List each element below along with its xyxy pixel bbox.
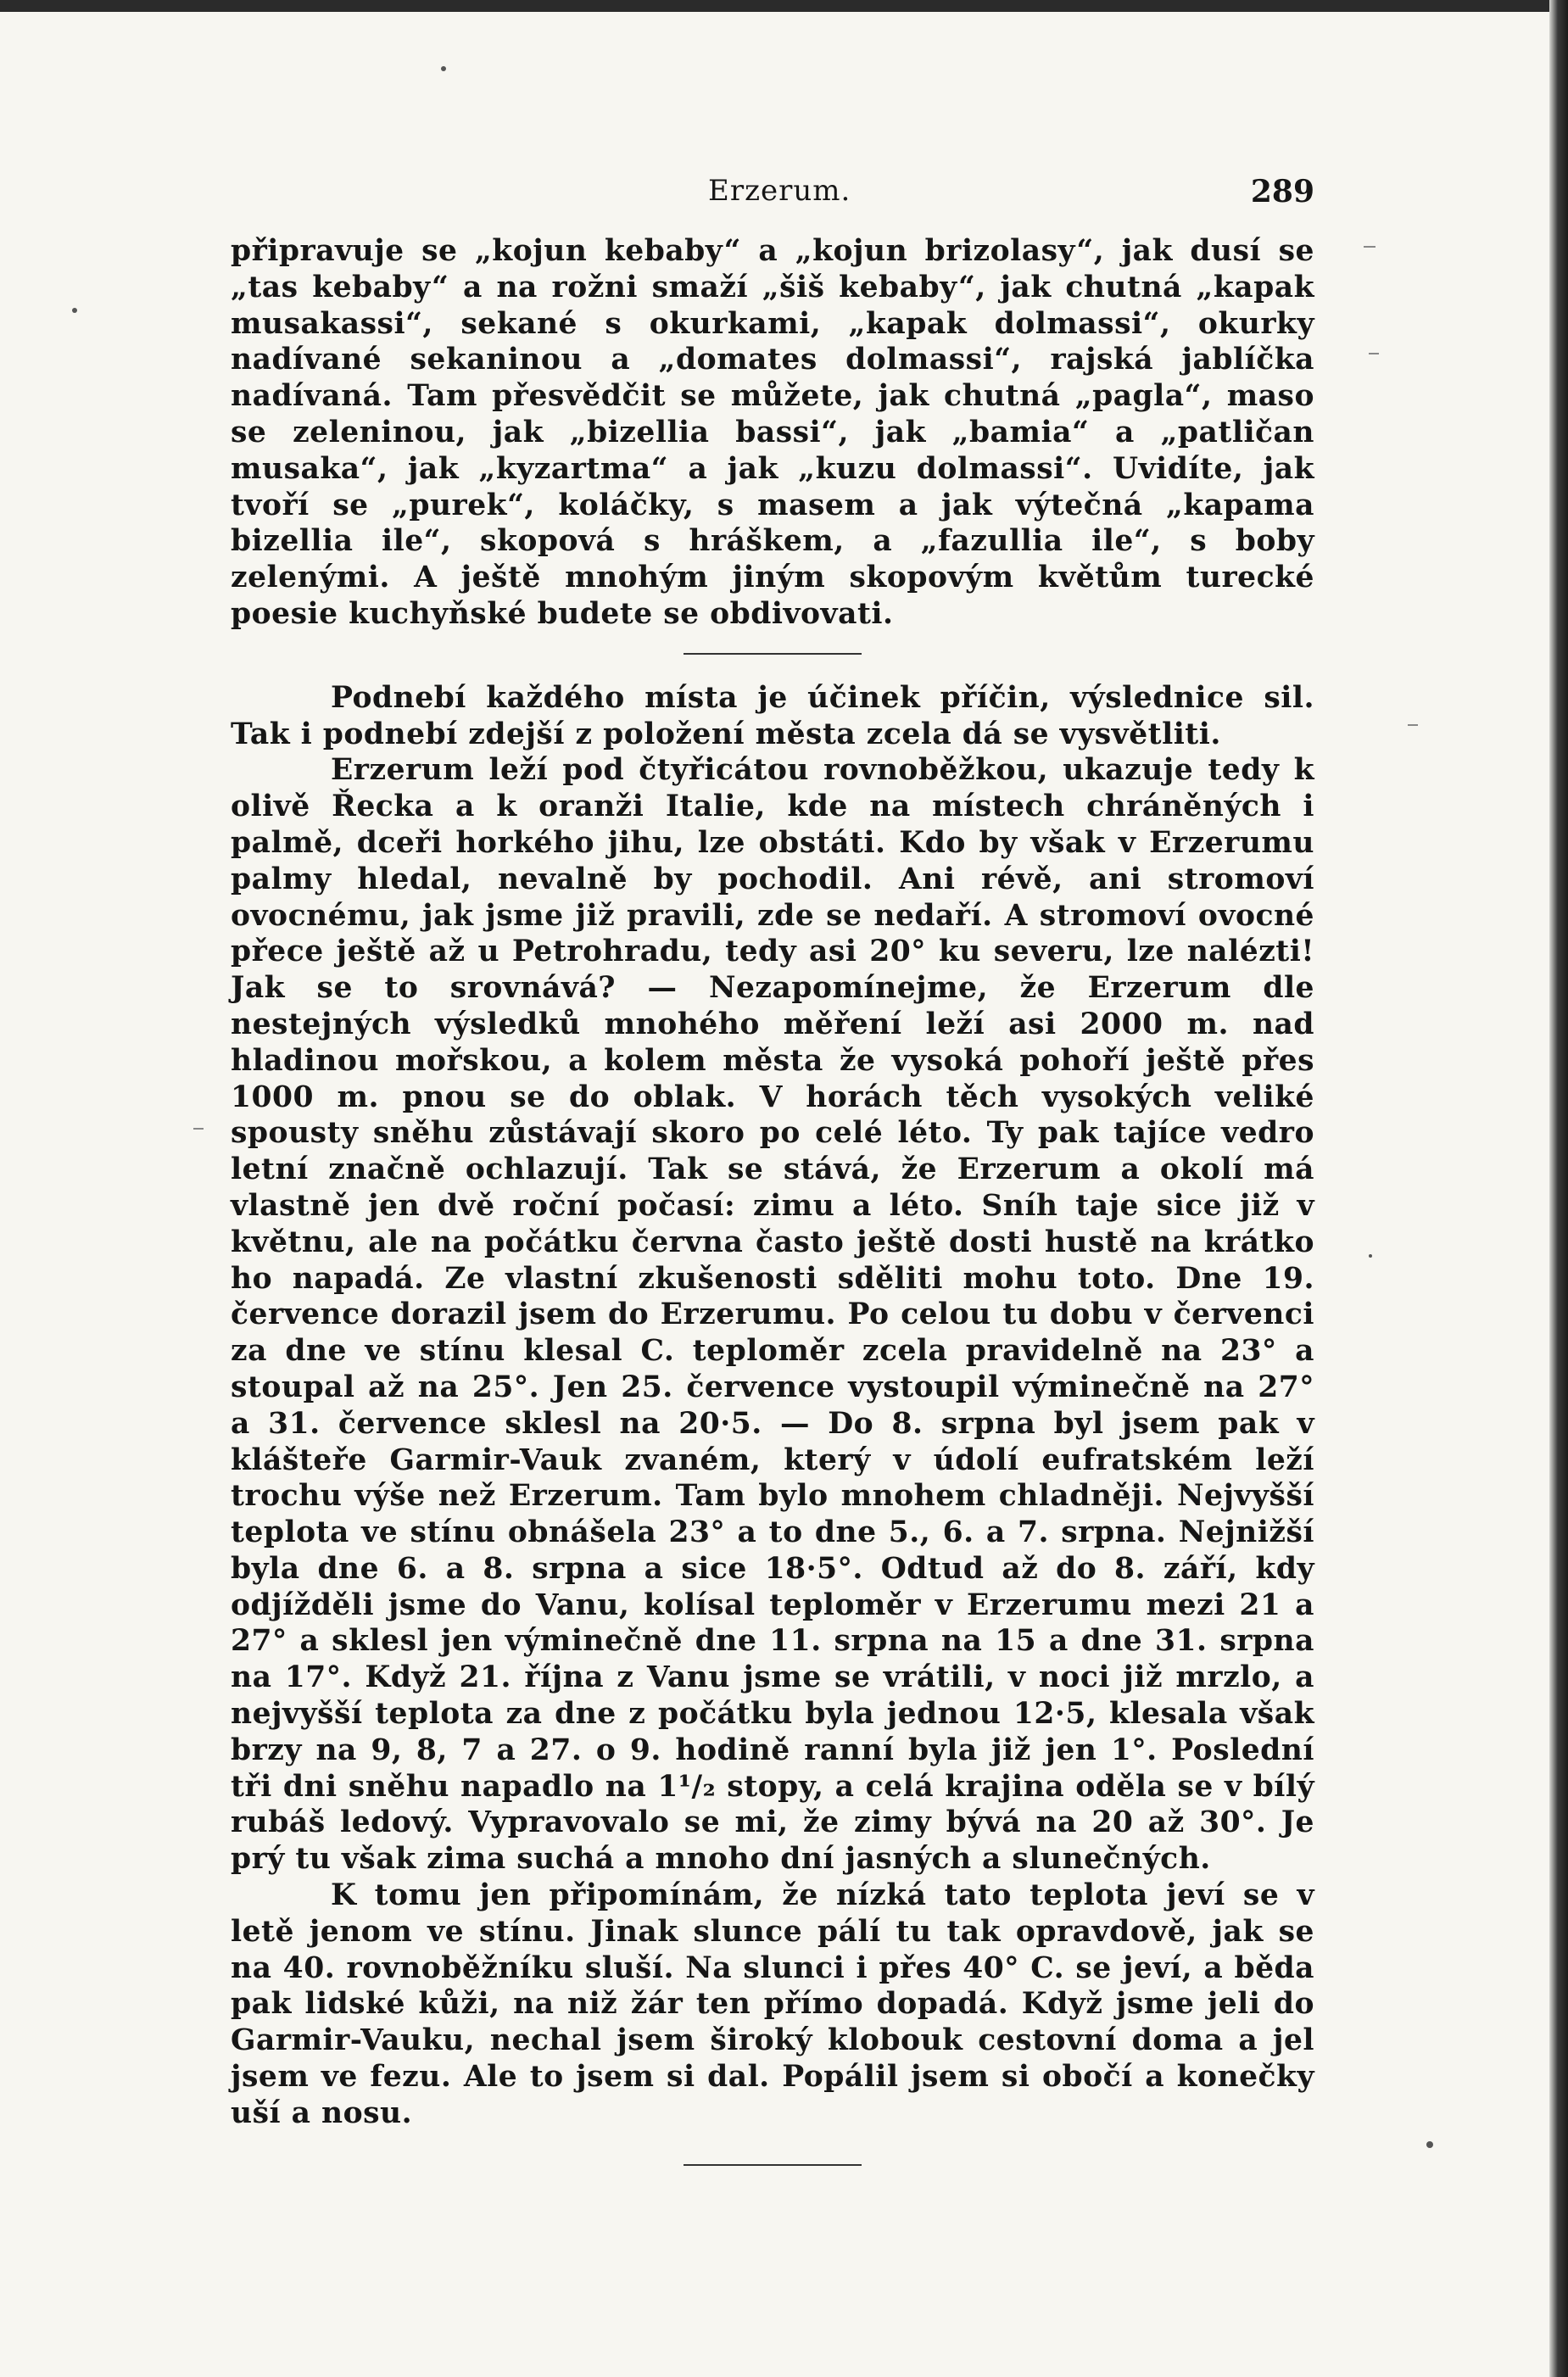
scan-speck [72,308,77,313]
scan-speck [1369,1254,1372,1258]
paragraph: připravuje se „kojun kebaby“ a „kojun brizolasy“, jak dusí se „tas kebaby“ a na rožni smaží „šiš kebaby“, jak chutná „kapak musakassi“, sekané s okurkami, „kapak dolmassi“, okurky nadívané sekaninou a „domates dolmassi“, rajská jablíčka nadívaná. Tam přesvědčit se můžete, jak chutná „pagla“, maso se zeleninou, jak „bizellia bassi“, jak „bamia“ a „patličan musaka“, jak „kyzartma“ a jak „kuzu dolmassi“. Uvidíte, jak tvoří se „purek“, koláčky, s masem a jak výtečná „kapama bizellia ile“, skopová s hráškem, a „fazullia ile“, s boby zelenými. A ještě mnohým jiným skopovým květům turecké poesie kuchyňské budete se obdivovati. [231,234,1314,631]
paragraph: Erzerum leží pod čtyřicátou rovnoběžkou, ukazuje tedy k olivě Řecka a k oranži Italie, kde na místech chráněných i palmě, dceři horkého jihu, lze obstáti. Kdo by však v Erzerumu palmy hledal, nevalně by pochodil. Ani révě, ani stromoví ovocnému, jak jsme již pravili, zde se nedaří. A stromoví ovocné přece ještě až u Petrohradu, tedy asi 20° ku severu, lze nalézti! Jak se to srovnává? — Nezapomínejme, že Erzerum dle nestejných výsledků mnohého měření leží asi 2000 m. nad hladinou mořskou, a kolem města že vysoká pohoří ještě přes 1000 m. pnou se do oblak. V horách těch vysokých veliké spousty sněhu zůstávají skoro po celé léto. Ty pak tajíce vedro letní značně ochlazují. Tak se stává, že Erzerum a okolí má vlastně jen dvě roční počasí: zimu a léto. Sníh taje sice již v květnu, ale na počátku června často ještě dosti hustě na krátko ho napadá. Ze vlastní zkušenosti sděliti mohu toto. Dne 19. července dorazil jsem do Erzerumu. Po celou tu dobu v červenci za dne ve stínu klesal C. teploměr zcela pravidelně na 23° a stoupal až na 25°. Jen 25. července vystoupil výminečně na 27° a 31. července sklesl na 20·5. — Do 8. srpna byl jsem pak v klášteře Garmir-Vauk zvaném, který v údolí eufratském leží trochu výše než Erzerum. Tam bylo mnohem chladněji. Nejvyšší teplota ve stínu obnášela 23° a to dne 5., 6. a 7. srpna. Nejnižší byla dne 6. a 8. srpna a sice 18·5°. Odtud až do 8. září, kdy odjížděli jsme do Vanu, kolísal teploměr v Erzerumu mezi 21 a 27° a sklesl jen výminečně dne 11. srpna na 15 a dne 31. srpna na 17°. Když 21. října z Vanu jsme se vrátili, v noci již mrzlo, a nejvyšší teplota za dne z počátku byla jednou 12·5, klesala však brzy na 9, 8, 7 a 27. o 9. hodině ranní byla již jen 1°. Poslední tři dni sněhu napadlo na 1¹/₂ stopy, a celá krajina oděla se v bílý rubáš ledový. Vypravovalo se mi, že zimy bývá na 20 až 30°. Je prý tu však zima suchá a mnoho dní jasných a slunečných. [231,753,1314,1877]
body-text [231,233,1314,2166]
scan-mark [1408,724,1418,726]
scan-mark [1364,246,1375,248]
page-number: 289 [1250,174,1314,209]
chapter-title: Erzerum. [708,174,851,208]
scan-speck [441,66,446,71]
running-head [231,174,1314,233]
scan-top-edge [0,0,1568,12]
paragraph: Podnebí každého místa je účinek příčin, výslednice sil. Tak i podnebí zdejší z položení města zcela dá se vysvětliti. [231,680,1314,751]
scan-mark [1369,353,1379,354]
section-divider [684,653,862,655]
paragraph: K tomu jen připomínám, že nízká tato teplota jeví se v letě jenom ve stínu. Jinak slunce pálí tu tak opravdově, jak se na 40. rovnoběžníku sluší. Na slunci i přes 40° C. se jeví, a běda pak lidské kůži, na niž žár ten přímo dopadá. Když jsme jeli do Garmir-Vauku, nechal jsem široký klobouk cestovní doma a jel jsem ve fezu. Ale to jsem si dal. Popálil jsem si obočí a konečky uší a nosu. [231,1878,1314,2130]
scan-right-edge [1549,0,1568,2377]
end-divider [684,2164,862,2166]
scan-mark [193,1128,204,1130]
book-page [231,174,1314,2191]
scan-speck [1426,2141,1433,2148]
